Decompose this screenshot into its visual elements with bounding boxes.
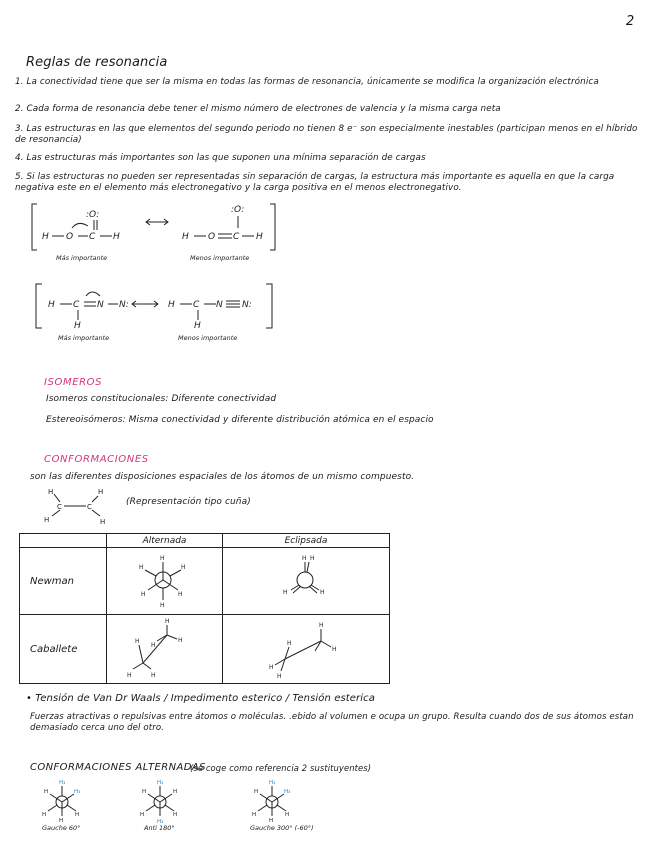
svg-text:H: H	[332, 646, 337, 653]
svg-text:H: H	[142, 789, 147, 795]
label-more-important-2: Más importante	[58, 334, 110, 342]
svg-text:H: H	[182, 232, 189, 242]
svg-text:H: H	[160, 602, 165, 609]
tension-title: • Tensión de Van Dr Waals / Impedimento esterico / Tensión esterica	[26, 693, 375, 704]
col-header-eclipsed: Eclipsada	[223, 534, 390, 548]
svg-text:H: H	[173, 812, 178, 818]
staggered-newman-set	[28, 778, 348, 832]
page-number: 2	[626, 14, 635, 29]
conformations-title: CONFORMACIONES	[44, 454, 149, 465]
sawhorse-eclipsed	[223, 615, 390, 684]
svg-text:H: H	[310, 555, 315, 562]
svg-text:H: H	[254, 789, 259, 795]
svg-text:H: H	[165, 618, 170, 625]
svg-text:H: H	[48, 300, 55, 310]
sawhorse-staggered-drawing	[107, 615, 222, 679]
row-header-sawhorse: Caballete	[20, 615, 107, 684]
svg-text:C: C	[87, 503, 92, 511]
svg-text:H: H	[151, 642, 156, 649]
svg-text:H: H	[285, 812, 290, 818]
svg-text:H: H	[319, 622, 324, 629]
wedge-note: (Representación tipo cuña)	[126, 497, 251, 507]
newman-eclipsed	[223, 548, 390, 615]
svg-text:O: O	[208, 232, 216, 242]
svg-text:H: H	[283, 589, 288, 596]
label-more-important-1: Más importante	[56, 254, 108, 262]
svg-text:H: H	[302, 555, 307, 562]
label-less-important-1: Menos importante	[190, 254, 250, 262]
svg-text:H₃: H₃	[284, 789, 291, 795]
resonance-diagrams	[20, 198, 290, 346]
svg-text:H: H	[252, 812, 257, 818]
resonance-title: Reglas de resonancia	[26, 55, 168, 70]
staggered-note: (se coge como referencia 2 sustituyentes)	[190, 763, 372, 773]
svg-text:H₃: H₃	[157, 819, 164, 825]
svg-text:H₃: H₃	[269, 780, 276, 786]
isomers-title: ISOMEROS	[44, 377, 103, 388]
newman-eclipsed-drawing	[223, 548, 389, 610]
svg-text:N:: N:	[119, 300, 129, 310]
row-header-newman: Newman	[20, 548, 107, 615]
label-less-important-2: Menos importante	[178, 334, 238, 342]
svg-text:N: N	[216, 300, 223, 310]
svg-text:H: H	[139, 564, 144, 571]
gauche-60-label: Gauche 60°	[42, 824, 81, 832]
sawhorse-eclipsed-drawing	[223, 615, 389, 679]
svg-text:C: C	[89, 232, 96, 242]
rule-4: 4. Las estructuras más importantes son las que suponen una mínima separación de cargas	[15, 153, 426, 163]
svg-text:H: H	[44, 516, 50, 524]
svg-text:C: C	[57, 503, 62, 511]
svg-text:H: H	[42, 812, 47, 818]
wedge-representation	[40, 488, 130, 528]
svg-text:H: H	[75, 812, 80, 818]
rule-5: 5. Si las estructuras no pueden ser representadas sin separación de cargas, la estructura más importante es aquella en que la carga negativa este en el elemento más electronegativo y la carga positiva en el menos electronegativo.	[15, 172, 615, 193]
newman-staggered	[107, 548, 223, 615]
conformation-table	[19, 533, 390, 684]
svg-text:H: H	[42, 232, 49, 242]
svg-text:H: H	[127, 672, 132, 679]
svg-text:H: H	[113, 232, 120, 242]
constitutional-isomers: Isomeros constitucionales: Diferente conectividad	[46, 394, 277, 404]
svg-text:H: H	[59, 818, 64, 824]
sawhorse-staggered	[107, 615, 223, 684]
svg-text:H: H	[160, 555, 165, 562]
svg-text:H₃: H₃	[157, 780, 164, 786]
svg-text:H: H	[181, 564, 186, 571]
svg-text:H: H	[100, 518, 106, 526]
rule-3: 3. Las estructuras en las que elementos del segundo periodo no tienen 8 e⁻ son especialmente inestables (participan menos en el híbrido de resonancia)	[15, 124, 638, 145]
svg-text::O:: :O:	[86, 210, 100, 220]
svg-text:H: H	[141, 591, 146, 598]
svg-text:C: C	[233, 232, 240, 242]
svg-text:H₃: H₃	[59, 780, 66, 786]
svg-text:H: H	[320, 589, 325, 596]
svg-text:H: H	[140, 812, 145, 818]
stereoisomers: Estereoisómeros: Misma conectividad y diferente distribución atómica en el espacio	[46, 415, 434, 425]
svg-text:H: H	[287, 640, 292, 647]
svg-text:H: H	[98, 488, 104, 496]
gauche-300-label: Gauche 300° (-60°)	[250, 824, 314, 832]
svg-text:H: H	[194, 321, 201, 331]
svg-text:C: C	[193, 300, 200, 310]
svg-text:H: H	[151, 672, 156, 679]
svg-text:N:: N:	[242, 300, 252, 310]
svg-text:H: H	[44, 789, 49, 795]
svg-text:H: H	[48, 488, 54, 496]
svg-text:C: C	[73, 300, 80, 310]
svg-text:O: O	[66, 232, 74, 242]
svg-text::O:: :O:	[231, 205, 245, 215]
svg-text:H: H	[277, 673, 282, 679]
tension-description: Fuerzas atractivas o repulsivas entre átomos o moléculas. .ebido al volumen e ocupa un grupo. Resulta cuando dos de sus átomos estan demasiado cerca uno del otro.	[30, 712, 634, 733]
svg-text:H: H	[74, 321, 81, 331]
corner-cell	[20, 534, 107, 548]
anti-180-label: Anti 180°	[144, 824, 175, 832]
newman-staggered-drawing	[107, 548, 222, 610]
rule-1: 1. La conectividad tiene que ser la misma en todas las formas de resonancia, únicamente se modifica la organización electrónica	[15, 77, 599, 87]
svg-text:H: H	[269, 664, 274, 671]
svg-text:H: H	[178, 637, 183, 644]
rule-2: 2. Cada forma de resonancia debe tener el mismo número de electrones de valencia y la misma carga neta	[15, 104, 501, 114]
svg-text:H₃: H₃	[74, 789, 81, 795]
svg-text:N: N	[97, 300, 104, 310]
svg-text:H: H	[173, 789, 178, 795]
svg-text:H: H	[269, 818, 274, 824]
svg-text:H: H	[178, 591, 183, 598]
col-header-staggered: Alternada	[107, 534, 223, 548]
svg-text:H: H	[135, 638, 140, 645]
svg-text:H: H	[168, 300, 175, 310]
svg-text:H: H	[256, 232, 263, 242]
conformations-definition: son las diferentes disposiciones espaciales de los átomos de un mismo compuesto.	[30, 472, 415, 482]
staggered-title: CONFORMACIONES ALTERNADAS	[30, 762, 206, 773]
